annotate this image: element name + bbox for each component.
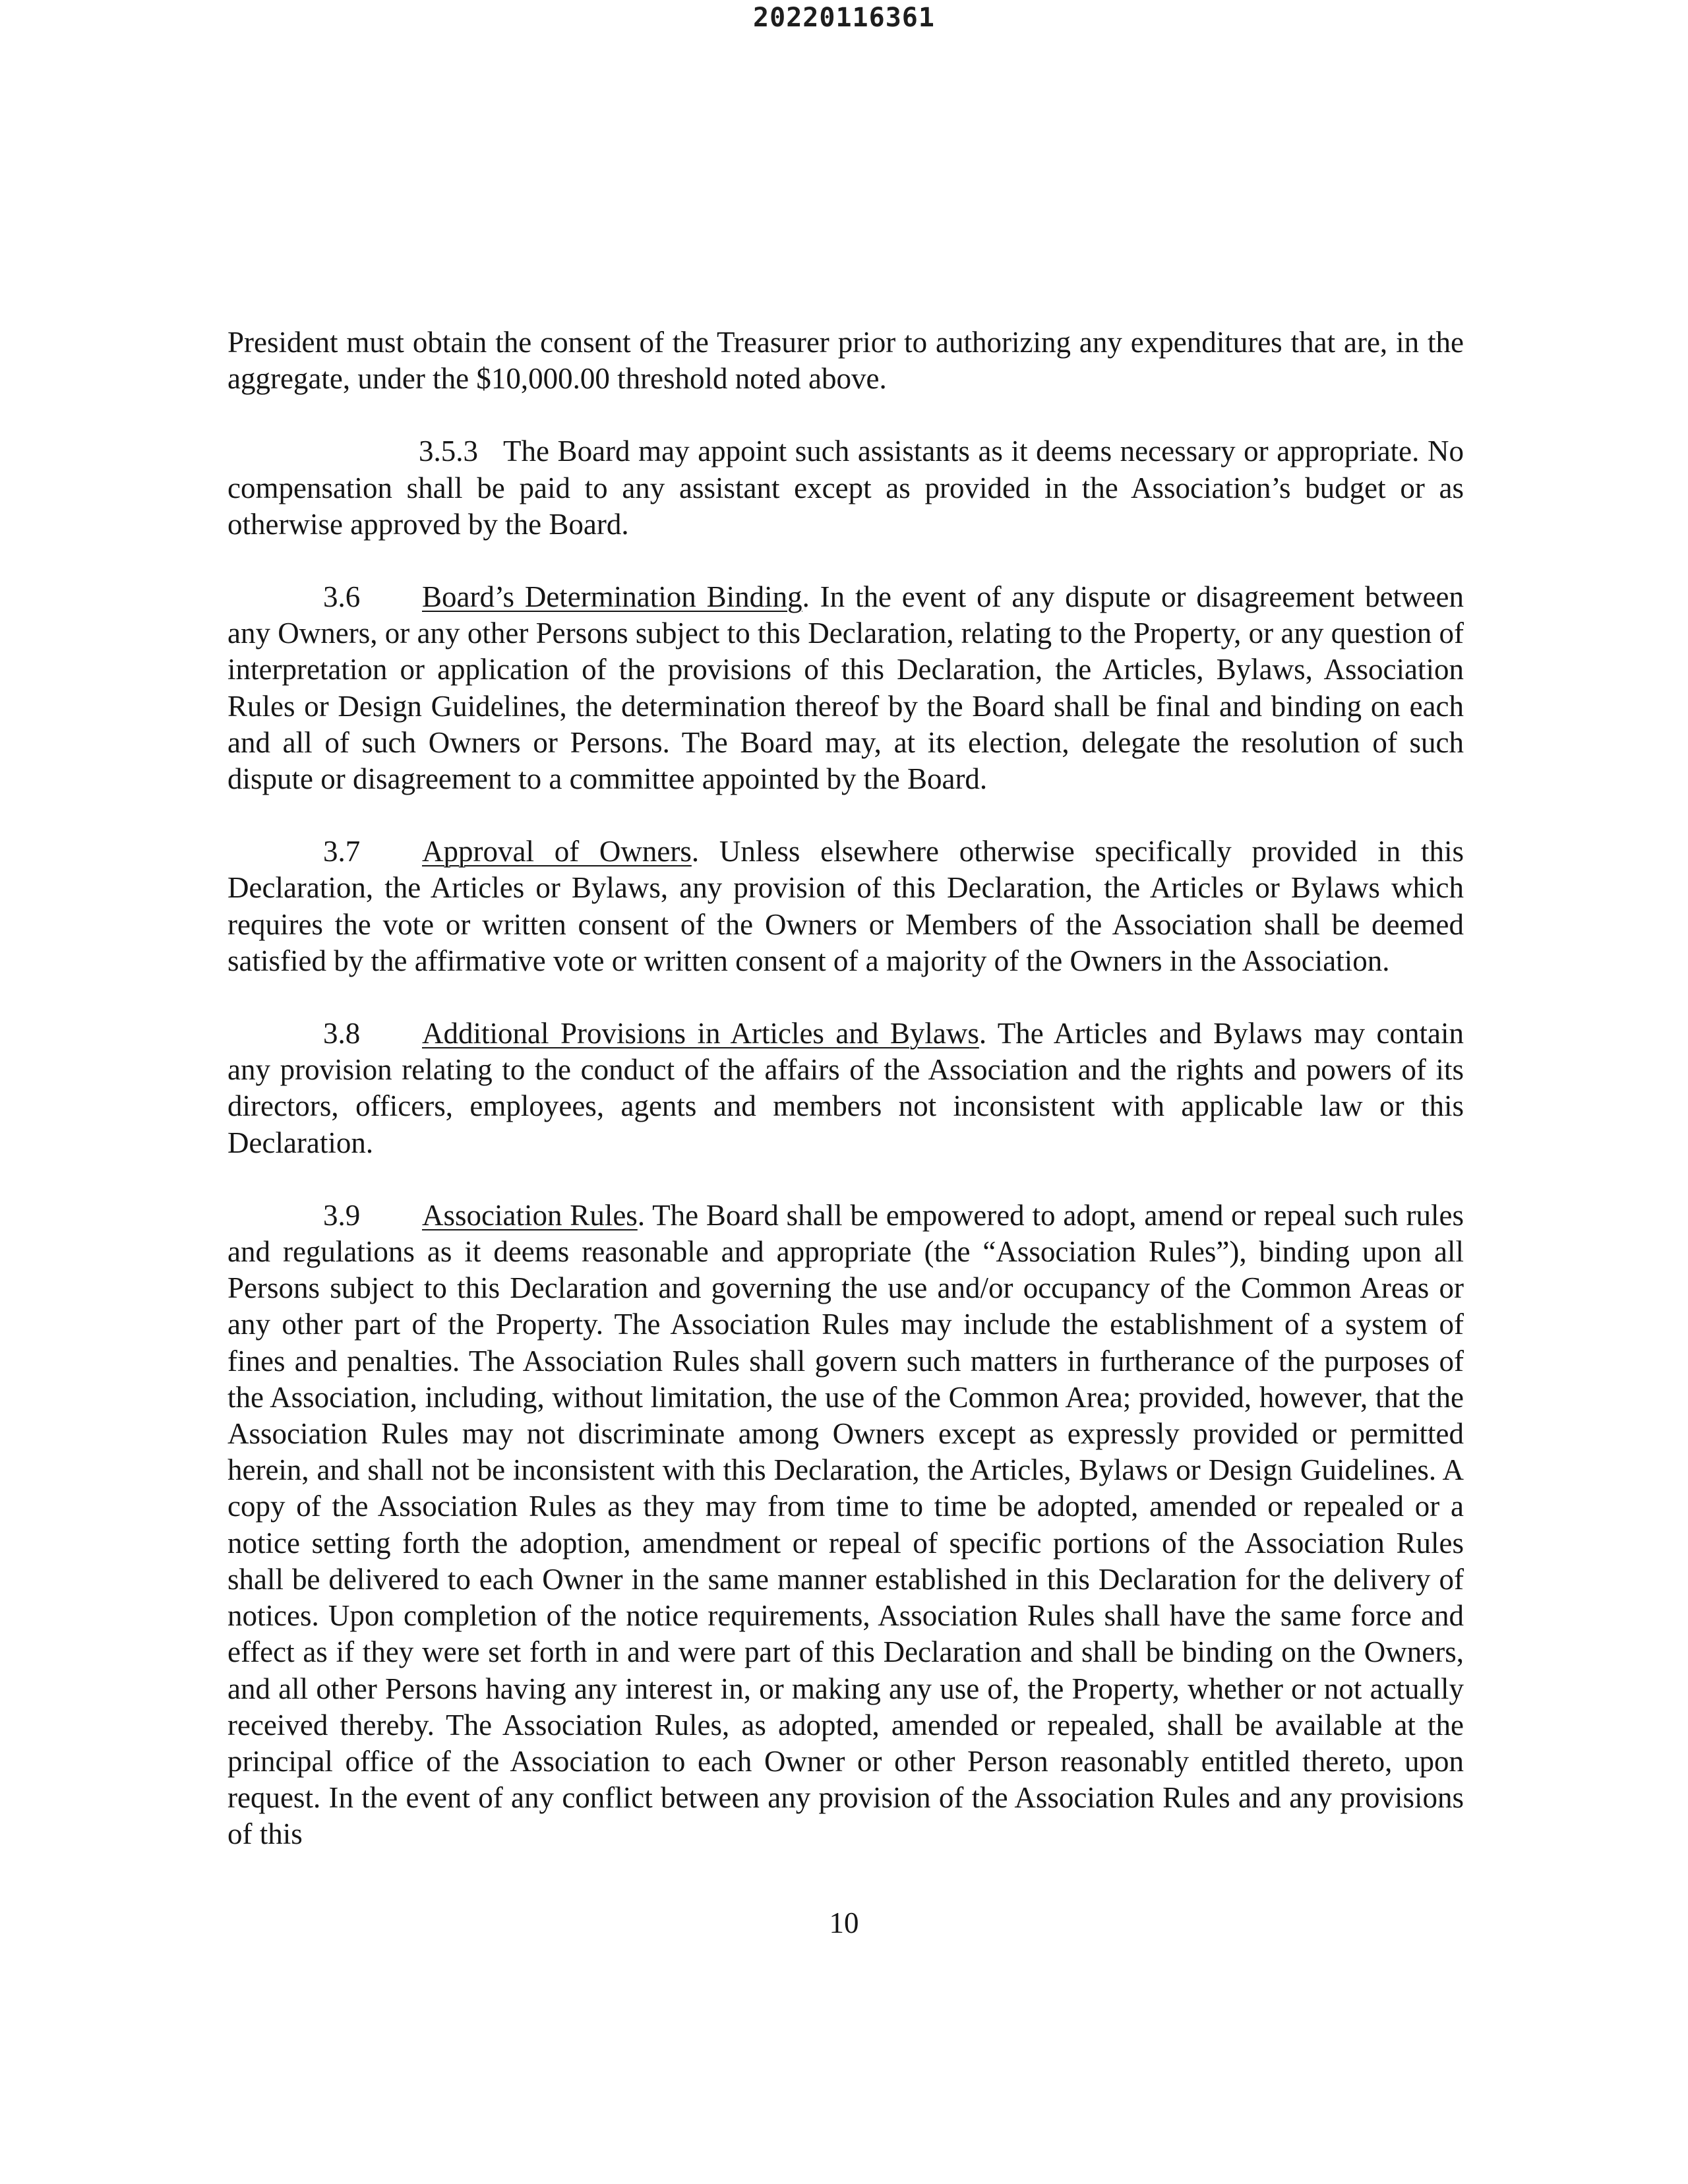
section-number: 3.8 [323, 1017, 361, 1050]
section-text: . Unless elsewhere otherwise specifically provided in this Declaration, the Articles or Bylaws, any provision of this Declaration, the Articles or Bylaws which requires the vote or written consent of the Owners or Members of the Association shall be deemed satisfied by the affirmative vote or written consent of a majority of the Owners in the Association. [227, 835, 1464, 977]
section-heading: Association Rules [422, 1198, 638, 1232]
section-number: 3.5.3 [419, 435, 478, 468]
section-3-9 [227, 1198, 1464, 1853]
page-number: 10 [829, 1906, 859, 1939]
section-3-5-3 [227, 433, 1464, 543]
document-body [227, 324, 1464, 1889]
section-3-7 [227, 834, 1464, 979]
section-text: The Board may appoint such assistants as it deems necessary or appropriate. No compensation shall be paid to any assistant except as provided in the Association’s budget or as otherwise approved by the Board. [227, 435, 1464, 541]
document-number: 20220116361 [753, 3, 935, 33]
section-number: 3.9 [323, 1198, 361, 1232]
section-heading: Board’s Determination Binding [422, 580, 802, 614]
section-text: . The Board shall be empowered to adopt, amend or repeal such rules and regulations as it deems reasonable and appropriate (the “Association Rules”), binding upon all Persons subject to this Declaration and governing the use and/or occupancy of the Common Areas or any other part of the Property. The Association Rules may include the establishment of a system of fines and penalties. The Association Rules shall govern such matters in furtherance of the purposes of the Association, including, without limitation, the use of the Common Area; provided, however, that the Association Rules may not discriminate among Owners except as expressly provided or permitted herein, and shall not be inconsistent with this Declaration, the Articles, Bylaws or Design Guidelines. A copy of the Association Rules as they may from time to time be adopted, amended or repealed or a notice setting forth the adoption, amendment or repeal of specific portions of the Association Rules shall be delivered to each Owner in the same manner established in this Declaration for the delivery of notices. Upon completion of the notice requirements, Association Rules shall have the same force and effect as if they were set forth in and were part of this Declaration and shall be binding on the Owners, and all other Persons having any interest in, or making any use of, the Property, whether or not actually received thereby. The Association Rules, as adopted, amended or repealed, shall be available at the principal office of the Association to each Owner or other Person reasonably entitled thereto, upon request. In the event of any conflict between any provision of the Association Rules and any provisions of this [227, 1198, 1464, 1851]
section-3-8 [227, 1016, 1464, 1161]
section-number: 3.6 [323, 580, 361, 614]
section-heading: Additional Provisions in Articles and Bylaws [422, 1017, 979, 1050]
section-number: 3.7 [323, 835, 361, 868]
continuation-paragraph: President must obtain the consent of the Treasurer prior to authorizing any expenditures that are, in the aggregate, under the $10,000.00 threshold noted above. [227, 326, 1464, 396]
section-text: . The Articles and Bylaws may contain any provision relating to the conduct of the affairs of the Association and the rights and powers of its directors, officers, employees, agents and members not inconsistent with applicable law or this Declaration. [227, 1017, 1464, 1159]
section-text: . In the event of any dispute or disagreement between any Owners, or any other Persons subject to this Declaration, relating to the Property, or any question of interpretation or application of the provisions of this Declaration, the Articles, Bylaws, Association Rules or Design Guidelines, the determination thereof by the Board shall be final and binding on each and all of such Owners or Persons. The Board may, at its election, delegate the resolution of such dispute or disagreement to a committee appointed by the Board. [227, 580, 1464, 796]
section-heading: Approval of Owners [422, 835, 692, 868]
section-3-6 [227, 579, 1464, 797]
